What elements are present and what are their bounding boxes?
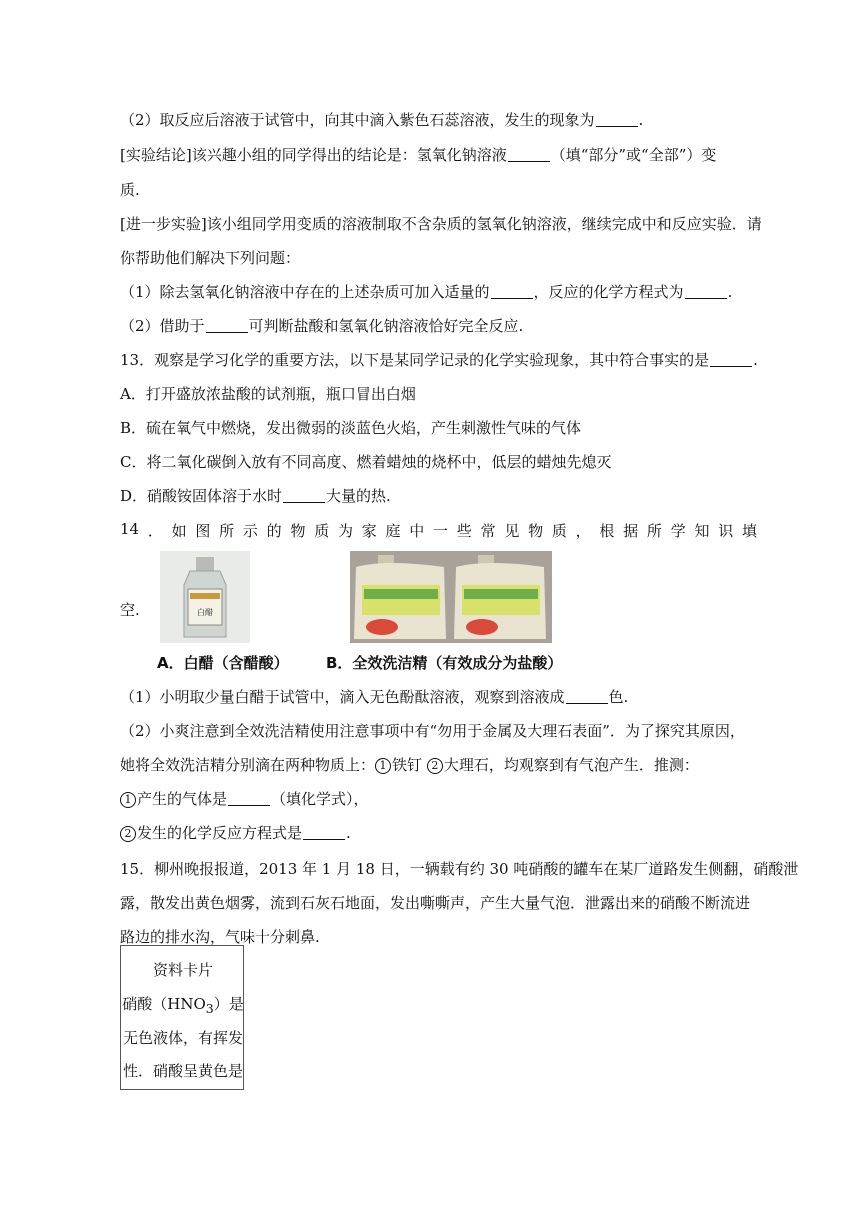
circled-number-1: 1 — [120, 792, 136, 808]
q14-part2-line1: （2）小爽注意到全效洗洁精使用注意事项中有“勿用于金属及大理石表面”．为了探究其原因， — [120, 722, 745, 740]
q14-result1 — [120, 789, 369, 809]
q12-step1-line — [120, 282, 732, 302]
q14-stem-char: 物 — [528, 522, 544, 540]
q14-stem-char: 填 — [741, 522, 757, 540]
q14-stem-char: 识 — [718, 522, 734, 540]
q12-further-line1: [进一步实验]该小组同学用变质的溶液制取不含杂质的氢氧化钠溶液，继续完成中和反应实验．请 — [120, 215, 762, 233]
q12-conclusion-hint: （填“部分”或“全部”）变 — [550, 146, 717, 164]
answer-blank[interactable] — [491, 284, 533, 299]
q13-option-d-text: D．硝酸铵固体溶于水时 — [120, 487, 283, 505]
circled-number-2: 2 — [120, 826, 136, 842]
q14-stem-char: 的 — [266, 522, 282, 540]
period: . — [727, 283, 733, 301]
q14-stem-char: 见 — [504, 522, 520, 540]
q14-part2-line2 — [120, 755, 699, 775]
q13-option-c: C．将二氧化碳倒入放有不同高度、燃着蜡烛的烧杯中，低层的蜡烛先熄灭 — [120, 453, 612, 471]
answer-blank[interactable] — [710, 352, 752, 367]
q14-stem-char: 所 — [646, 522, 662, 540]
q14-part1-text: （1）小明取少量白醋于试管中，滴入无色酚酞溶液，观察到溶液成 — [120, 688, 565, 706]
q14-stem-char: 据 — [623, 522, 639, 540]
q14-part1 — [120, 687, 628, 707]
q13-option-d-text-b: 大量的热. — [326, 487, 391, 505]
q14-stem — [120, 520, 757, 541]
q12-further-line2: 你帮助他们解决下列问题： — [120, 249, 301, 267]
q12-part2-text: （2）取反应后溶液于试管中，向其中滴入紫色石蕊溶液，发生的现象为 — [120, 111, 595, 129]
image-caption-b: B．全效洗洁精（有效成分为盐酸） — [326, 654, 563, 672]
formula-text: 硝酸（HNO — [122, 995, 206, 1013]
answer-blank[interactable] — [508, 147, 550, 162]
circled-number-1: 1 — [375, 758, 391, 774]
q14-stem-char: 根 — [599, 522, 615, 540]
q14-part2-text: 她将全效洗洁精分别滴在两种物质上： — [120, 756, 376, 774]
q14-stem-end: 空. — [120, 601, 140, 619]
answer-blank[interactable] — [596, 112, 638, 127]
info-card-line1 — [121, 993, 245, 1016]
q14-stem-char: 家 — [361, 522, 377, 540]
q15-line1: 15．柳州晚报报道，2013 年 1 月 18 日，一辆载有约 30 吨硝酸的罐车在某厂道路发生侧翻，硝酸泄 — [120, 860, 799, 878]
info-card-line2: 无色液体，有挥发 — [122, 1029, 243, 1047]
q14-stem-char: 知 — [694, 522, 710, 540]
q15-line3: 路边的排水沟，气味十分刺鼻. — [120, 928, 320, 946]
answer-blank[interactable] — [206, 318, 248, 333]
detergent-bottles-image — [350, 551, 552, 643]
q14-stem-char: 图 — [195, 522, 211, 540]
answer-blank[interactable] — [303, 825, 345, 840]
circled-number-2: 2 — [427, 758, 443, 774]
q14-stem-char: 所 — [219, 522, 235, 540]
vinegar-bottle-image — [160, 551, 250, 643]
period: . — [638, 111, 644, 129]
q14-part2-item2: 大理石，均观察到有气泡产生．推测： — [443, 756, 699, 774]
answer-blank[interactable] — [228, 791, 270, 806]
q14-stem-char: 学 — [670, 522, 686, 540]
q12-step2-text-b: 可判断盐酸和氢氧化钠溶液恰好完全反应. — [248, 317, 524, 335]
q14-stem-char: 物 — [290, 522, 306, 540]
q15-line2: 露，散发出黄色烟雾，流到石灰石地面，发出嘶嘶声，产生大量气泡．泄露出来的硝酸不断流进 — [120, 894, 751, 912]
q14-stem-char: ， — [575, 522, 591, 540]
q14-stem-char: 质 — [314, 522, 330, 540]
info-card-title: 资料卡片 — [152, 961, 213, 979]
q13-option-b: B．硫在氧气中燃烧，发出微弱的淡蓝色火焰，产生刺激性气味的气体 — [120, 419, 582, 437]
q12-step2-line — [120, 316, 523, 336]
q14-stem-char: ． — [147, 522, 163, 540]
q14-stem-char: 常 — [480, 522, 496, 540]
answer-blank[interactable] — [685, 284, 727, 299]
q14-stem-char: 庭 — [385, 522, 401, 540]
q12-conclusion-text: [实验结论]该兴趣小组的同学得出的结论是：氢氧化钠溶液 — [120, 146, 507, 164]
q12-conclusion-end: 质. — [120, 181, 140, 199]
info-card — [120, 945, 244, 1090]
formula-text-b: ）是 — [213, 995, 244, 1013]
q14-result2 — [120, 823, 351, 843]
q13-stem-text: 13．观察是学习化学的重要方法，以下是某同学记录的化学实验现象，其中符合事实的是 — [120, 351, 710, 369]
q14-stem-char: 为 — [337, 522, 353, 540]
info-card-line3: 性．硝酸呈黄色是 — [122, 1062, 243, 1080]
q14-result2-text: 发生的化学反应方程式是 — [137, 824, 303, 842]
period: . — [753, 351, 758, 369]
q13-option-a: A．打开盛放浓盐酸的试剂瓶，瓶口冒出白烟 — [120, 385, 416, 403]
q14-part2-item1: 铁钉 — [392, 756, 423, 774]
bottle-label-text: 白醋 — [197, 608, 213, 617]
q12-step2-text: （2）借助于 — [120, 317, 205, 335]
q12-step1-text-b: ，反应的化学方程式为 — [533, 283, 684, 301]
q14-stem-char: 些 — [456, 522, 472, 540]
q14-part1-text-b: 色. — [608, 688, 629, 706]
formula-subscript: 3 — [205, 1001, 214, 1016]
q14-stem-char: 14 — [120, 520, 140, 538]
answer-blank[interactable] — [566, 689, 608, 704]
image-caption-a: A．白醋（含醋酸） — [157, 654, 289, 672]
q14-result1-text-b: （填化学式）， — [271, 790, 369, 808]
q14-stem-char: 质 — [551, 522, 567, 540]
q12-part2-line — [120, 110, 643, 130]
period: . — [346, 824, 351, 842]
q14-result1-text: 产生的气体是 — [137, 790, 228, 808]
q14-stem-char: 一 — [433, 522, 449, 540]
q12-step1-text: （1）除去氢氧化钠溶液中存在的上述杂质可加入适量的 — [120, 283, 490, 301]
q14-stem-char: 如 — [171, 522, 187, 540]
q14-stem-char: 中 — [409, 522, 425, 540]
answer-blank[interactable] — [283, 488, 325, 503]
q14-stem-char: 示 — [242, 522, 258, 540]
q12-conclusion-line — [120, 145, 716, 165]
q13-stem — [120, 350, 758, 370]
q13-option-d — [120, 486, 391, 506]
